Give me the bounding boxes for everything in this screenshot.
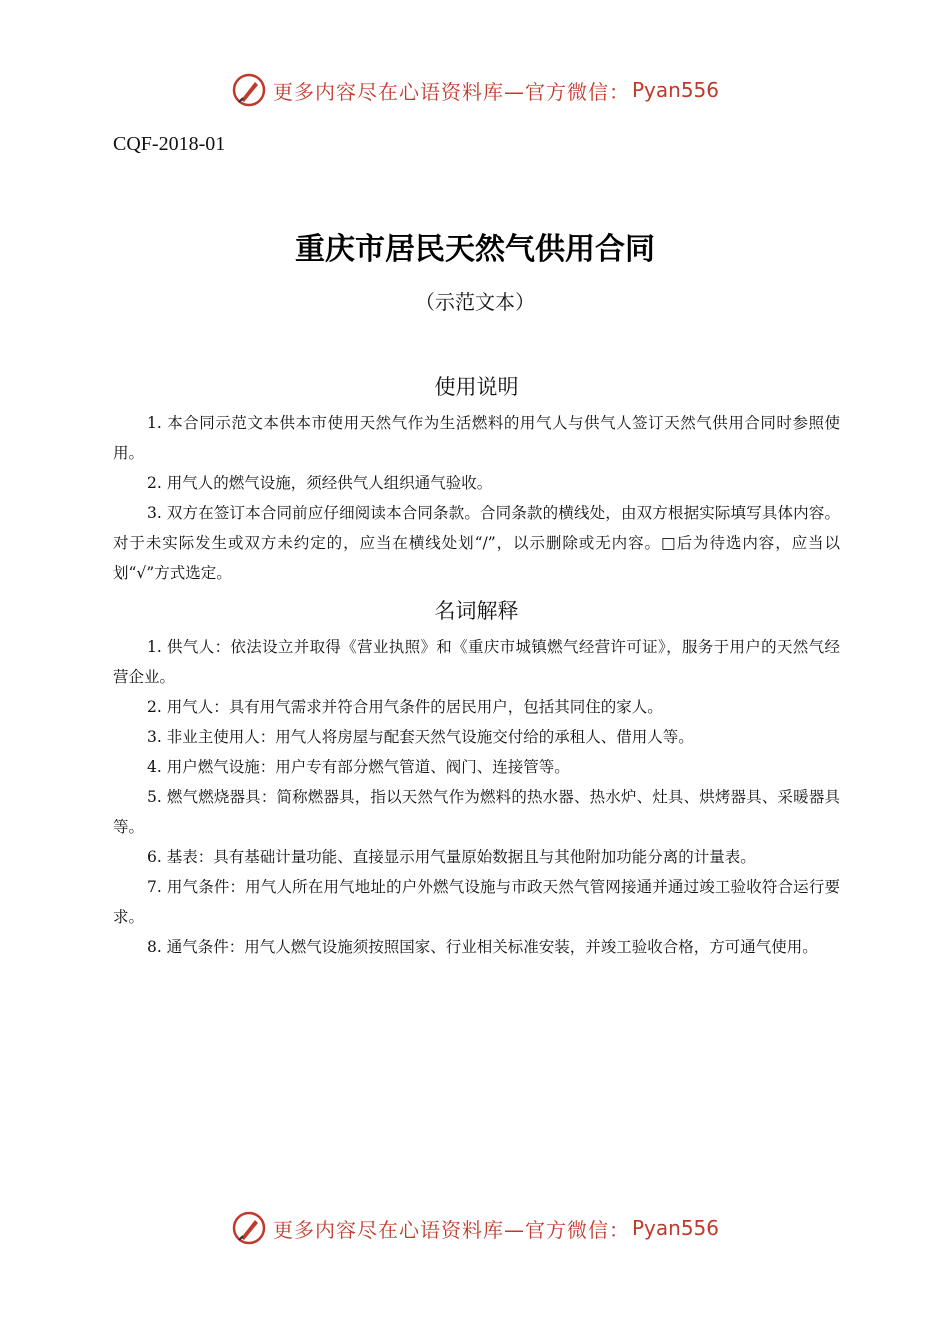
banner-slogan: 更多内容尽在心语资料库—官方微信：	[272, 79, 630, 104]
glossary-item: 3. 非业主使用人：用气人将房屋与配套天然气设施交付给的承租人、借用人等。	[147, 728, 694, 746]
banner-slogan: 更多内容尽在心语资料库—官方微信：	[272, 1217, 630, 1242]
banner-brand: Pyan556	[631, 78, 719, 102]
usage-item: 1. 本合同示范文本供本市使用天然气作为生活燃料的用气人与供气人签订天然气供用合同时参照使用。	[113, 414, 841, 462]
document-code: CQF-2018-01	[113, 133, 226, 155]
usage-heading: 使用说明	[434, 375, 519, 399]
quill-pen-logo-icon	[231, 72, 267, 108]
glossary-item: 5. 燃气燃烧器具：简称燃器具，指以天然气作为燃料的热水器、热水炉、灶具、烘烤器具、采暖器具等。	[113, 788, 840, 836]
quill-pen-logo-icon	[231, 1210, 267, 1246]
glossary-item: 6. 基表：具有基础计量功能、直接显示用气量原始数据且与其他附加功能分离的计量表。	[147, 848, 756, 866]
glossary-item: 4. 用户燃气设施：用户专有部分燃气管道、阀门、连接管等。	[147, 758, 570, 776]
glossary-item: 1. 供气人：依法设立并取得《营业执照》和《重庆市城镇燃气经营许可证》，服务于用户的天然气经营企业。	[113, 638, 840, 686]
watermark-banner-bottom	[0, 1210, 950, 1246]
document-title: 重庆市居民天然气供用合同	[295, 232, 655, 267]
usage-item: 2. 用气人的燃气设施，须经供气人组织通气验收。	[147, 474, 493, 492]
glossary-item: 2. 用气人：具有用气需求并符合用气条件的居民用户，包括其同住的家人。	[147, 698, 663, 716]
glossary-item: 7. 用气条件：用气人所在用气地址的户外燃气设施与市政天然气管网接通并通过竣工验收符合运行要求。	[113, 878, 840, 926]
banner-brand: Pyan556	[631, 1216, 719, 1240]
glossary-heading: 名词解释	[434, 599, 519, 623]
watermark-banner-top	[0, 72, 950, 108]
document-subtitle: （示范文本）	[415, 290, 535, 314]
glossary-item: 8. 通气条件：用气人燃气设施须按照国家、行业相关标准安装，并竣工验收合格，方可通气使用。	[147, 938, 818, 956]
document-body	[113, 372, 840, 962]
usage-item: 3. 双方在签订本合同前应仔细阅读本合同条款。合同条款的横线处，由双方根据实际填写具体内容。对于未实际发生或双方未约定的，应当在横线处划“/”，以示删除或无内容。□后为待选内容，应当以划“√”方式选定。	[113, 504, 840, 582]
